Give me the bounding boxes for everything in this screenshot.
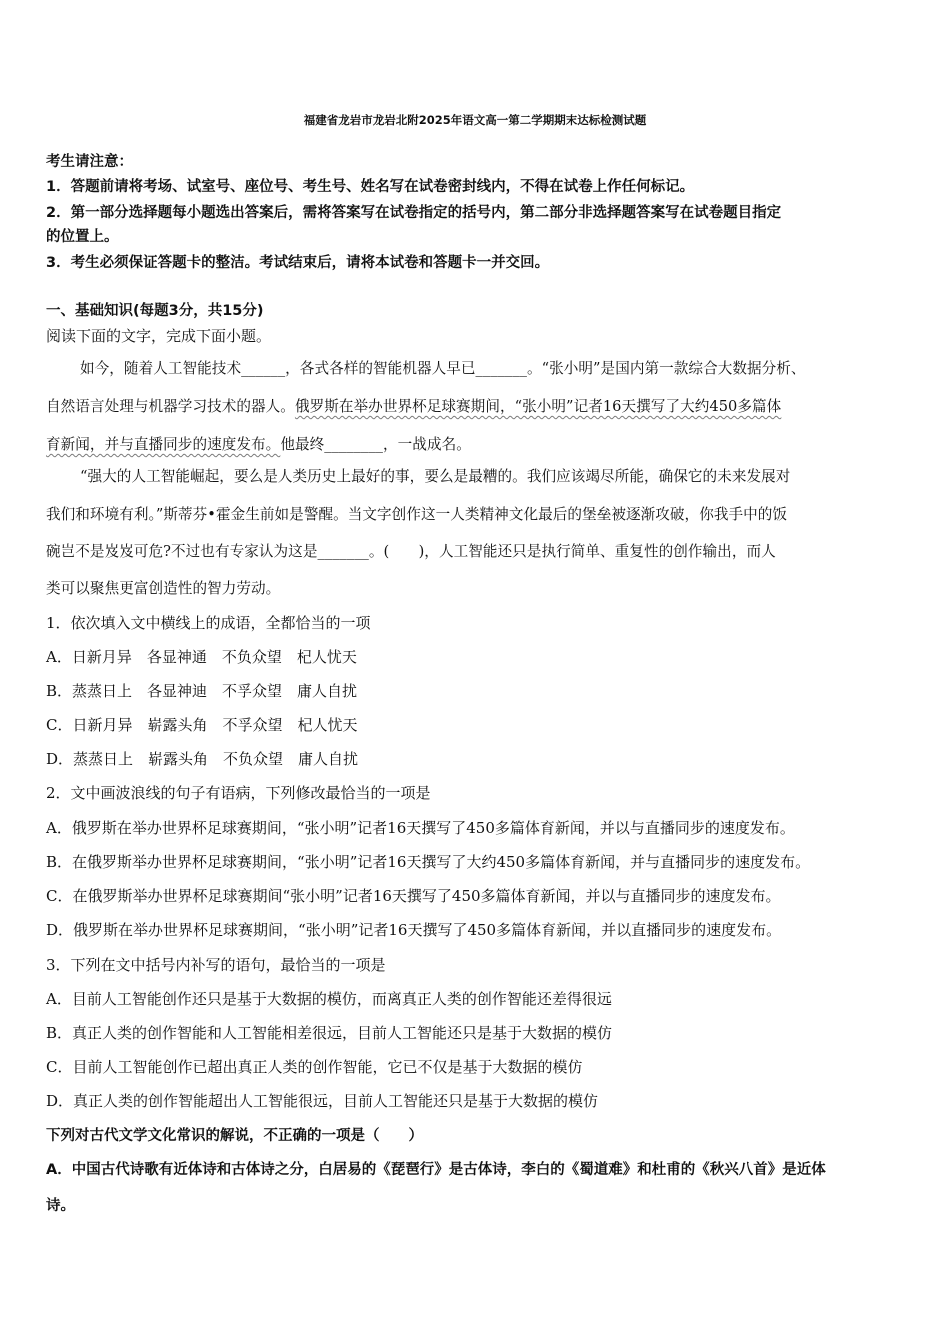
passage-p2-line3: 碗岂不是岌岌可危?不过也有专家认为这是_______。( )，人工智能还只是执行简单、重复性的创作输出，而人 (46, 543, 776, 560)
passage-p1-line1: 如今，随着人工智能技术______，各式各样的智能机器人早已_______。“张小明”是国内第一款综合大数据分析、 (80, 360, 806, 377)
notice-heading: 考生请注意： (46, 154, 133, 170)
q3-option-a: A．目前人工智能创作还只是基于大数据的模仿，而离真正人类的创作智能还差得很远 (46, 990, 612, 1008)
q4-stem: 下列对古代文学文化常识的解说，不正确的一项是（ ） (46, 1128, 423, 1144)
q1-option-b: B．蒸蒸日上 各显神迪 不孚众望 庸人自扰 (46, 682, 358, 700)
passage-p1-line3-plain: 他最终________，一战成名。 (280, 436, 471, 453)
q1-option-c: C．日新月异 崭露头角 不孚众望 杞人忧天 (46, 716, 358, 734)
q2-stem: 2．文中画波浪线的句子有语病，下列修改最恰当的一项是 (46, 784, 431, 802)
q2-option-c: C．在俄罗斯举办世界杯足球赛期间“张小明”记者16天撰写了450多篇体育新闻，并以与直播同步的速度发布。 (46, 887, 781, 905)
wavy-sentence-part2: 育新闻，并与直播同步的速度发布。 (46, 436, 281, 453)
q3-option-d: D．真正人类的创作智能超出人工智能很远，目前人工智能还只是基于大数据的模仿 (46, 1092, 599, 1110)
q3-option-b: B．真正人类的创作智能和人工智能相差很远，目前人工智能还只是基于大数据的模仿 (46, 1024, 613, 1042)
passage-p2-line2: 我们和环境有利。”斯蒂芬•霍金生前如是警醒。当文字创作这一人类精神文化最后的堡垒被逐渐攻破，你我手中的饭 (46, 506, 788, 523)
q1-option-d: D．蒸蒸日上 崭露头角 不负众望 庸人自扰 (46, 750, 359, 768)
notice-item-3: 3．考生必须保证答题卡的整洁。考试结束后，请将本试卷和答题卡一并交回。 (46, 255, 550, 271)
wavy-sentence-part1: 俄罗斯在举办世界杯足球赛期间，“张小明”记者16天撰写了大约450多篇体 (294, 398, 782, 415)
notice-item-2: 2．第一部分选择题每小题选出答案后，需将答案写在试卷指定的括号内，第二部分非选择题答案写在试卷题目指定 (46, 205, 782, 221)
page-title: 福建省龙岩市龙岩北附2025年语文高一第二学期期末达标检测试题 (303, 113, 647, 127)
section-instruction: 阅读下面的文字，完成下面小题。 (46, 327, 272, 345)
q3-option-c: C．目前人工智能创作已超出真正人类的创作智能，它已不仅是基于大数据的模仿 (46, 1058, 583, 1076)
passage-p2-line1: “强大的人工智能崛起，要么是人类历史上最好的事，要么是最糟的。我们应该竭尽所能，确保它的未来发展对 (80, 468, 791, 485)
section-heading: 一、基础知识(每题3分，共15分) (46, 303, 264, 319)
q1-option-a: A．日新月异 各显神通 不负众望 杞人忧天 (46, 648, 357, 666)
q2-option-a: A．俄罗斯在举办世界杯足球赛期间，“张小明”记者16天撰写了450多篇体育新闻，并以与直播同步的速度发布。 (46, 819, 795, 837)
notice-item-2-cont: 的位置上。 (46, 229, 119, 245)
q4-option-a-line2: 诗。 (46, 1198, 75, 1214)
q1-stem: 1．依次填入文中横线上的成语，全都恰当的一项 (46, 614, 371, 632)
q4-option-a-line1: A．中国古代诗歌有近体诗和古体诗之分，白居易的《琵琶行》是古体诗，李白的《蜀道难》和杜甫的《秋兴八首》是近体 (46, 1162, 826, 1178)
passage-p1-line3 (46, 435, 471, 455)
passage-p2-line4: 类可以聚焦更富创造性的智力劳动。 (46, 580, 281, 597)
q2-option-d: D．俄罗斯在举办世界杯足球赛期间，“张小明”记者16天撰写了450多篇体育新闻，并以直播同步的速度发布。 (46, 921, 782, 939)
passage-p1-line2 (46, 397, 781, 417)
passage-p1-line2-plain: 自然语言处理与机器学习技术的器人。 (46, 398, 295, 415)
q3-stem: 3．下列在文中括号内补写的语句，最恰当的一项是 (46, 956, 386, 974)
q2-option-b: B．在俄罗斯举办世界杯足球赛期间，“张小明”记者16天撰写了大约450多篇体育新闻，并与直播同步的速度发布。 (46, 853, 811, 871)
notice-item-1: 1．答题前请将考场、试室号、座位号、考生号、姓名写在试卷密封线内，不得在试卷上作任何标记。 (46, 179, 695, 195)
